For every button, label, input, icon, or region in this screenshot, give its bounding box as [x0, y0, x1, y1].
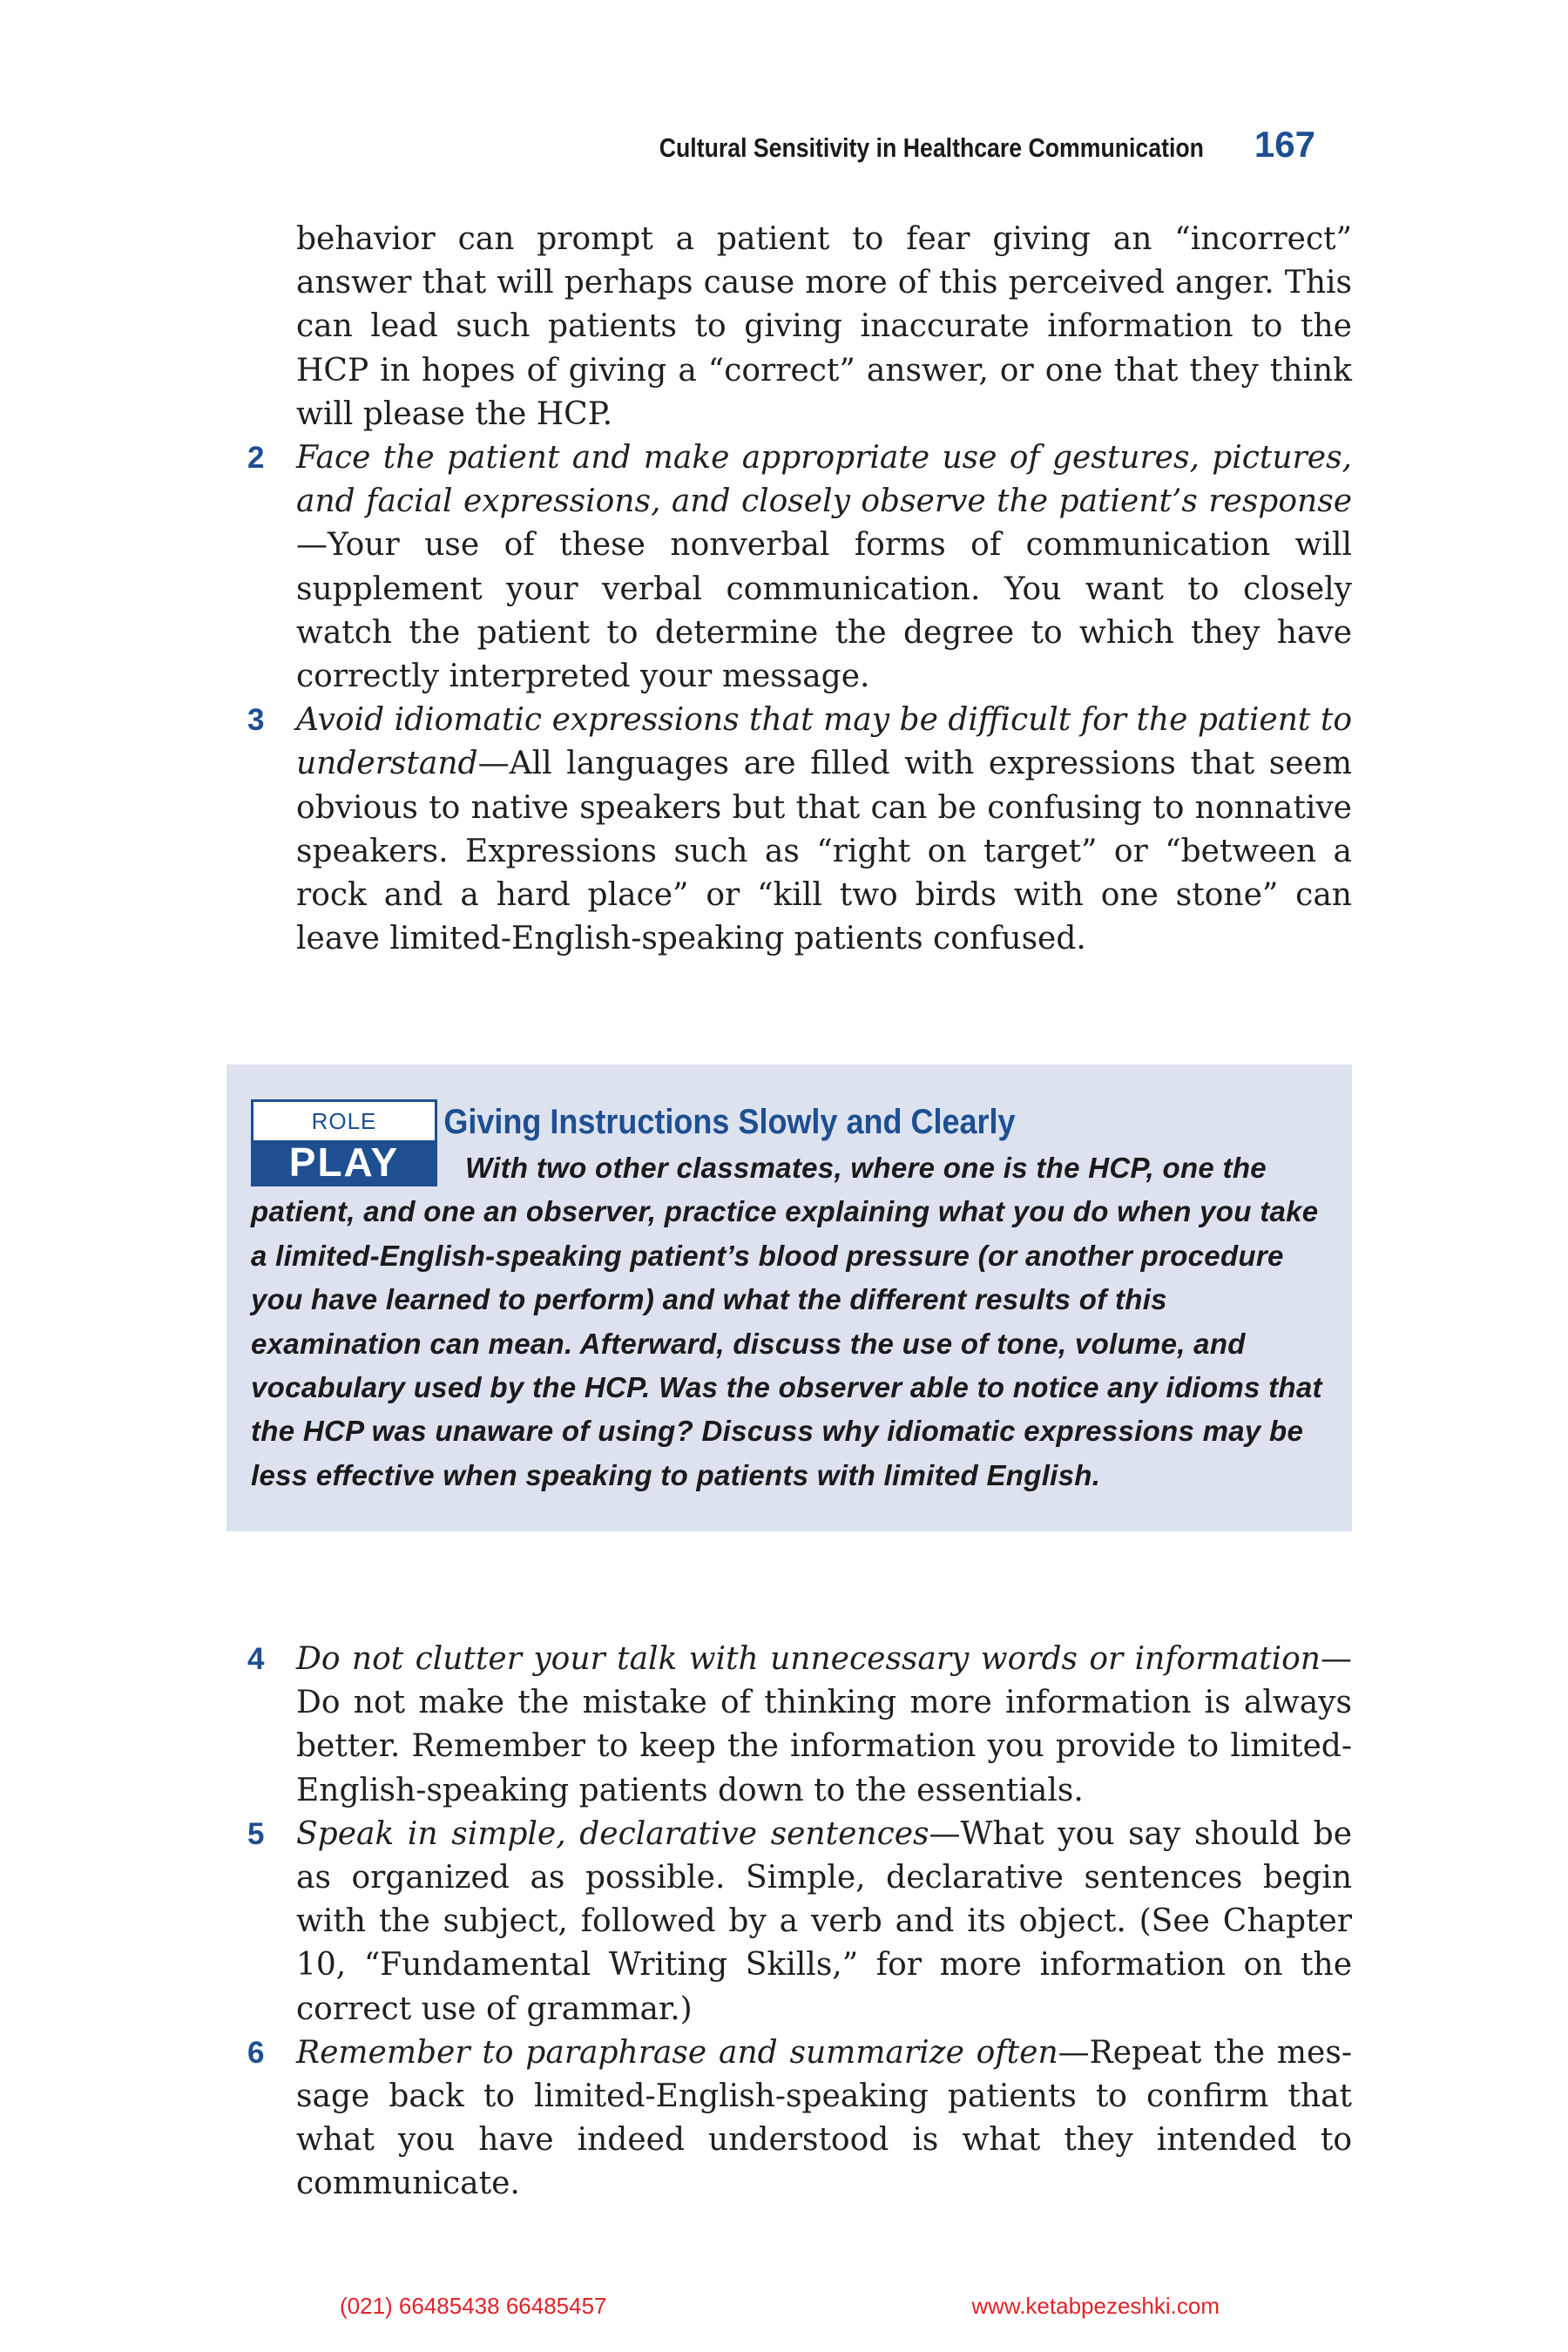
- running-title: Cultural Sensitivity in Healthcare Communication: [659, 132, 1204, 163]
- list-item-lead: Do not clutter your talk with unnecessary words or information: [296, 1641, 1321, 1677]
- list-number: 3: [247, 703, 265, 738]
- page-number: 167: [1254, 124, 1315, 165]
- list-item-body: —All languages are filled with expressions that seem obvious to native speakers but that can be confusing to nonnative speakers. Expressions such as “right on target” or “between a rock and a hard place” or “kill two birds with one stone” can leave limited-English-speaking patients confused.: [296, 746, 1352, 957]
- list-item-lead: Remember to paraphrase and summarize often: [296, 2034, 1058, 2071]
- continuation-paragraph: behavior can prompt a patient to fear giving an “incorrect” answer that will perhaps cause more of this perceived anger. This can lead such patients to giving inaccurate information to the HCP in hopes of giving a “correct” answer, or one that they think will please the HCP.: [296, 221, 1352, 432]
- list-item-5: [247, 1813, 1353, 2031]
- list-item-4: [247, 1638, 1352, 1813]
- role-play-box: [226, 1064, 1352, 1531]
- numbered-list-bottom: [247, 1638, 1353, 2207]
- list-item-lead: Avoid idiomatic expressions that may be difficult for the patient to understand: [296, 702, 1352, 782]
- badge-play-label: PLAY: [253, 1140, 435, 1184]
- list-item-lead: Face the patient and make appropriate use of gestures, pictures, and facial expressions, and closely observe the patient’s response: [296, 440, 1352, 520]
- list-item-3: [247, 699, 1352, 961]
- role-play-title: Giving Instructions Slowly and Clearly: [443, 1103, 1016, 1141]
- badge-role-label: ROLE: [311, 1108, 377, 1134]
- list-item-6: [247, 2031, 1352, 2207]
- list-number: 6: [247, 2035, 265, 2070]
- running-header: [0, 124, 1315, 172]
- list-item-lead: Speak in simple, declarative sentences: [296, 1815, 929, 1852]
- list-item-body: —Your use of these nonverbal forms of communication will supplement your verbal communication. You want to closely watch the patient to determine the degree to which they have correctly interpreted your message.: [296, 527, 1352, 695]
- list-number: 5: [247, 1816, 265, 1851]
- footer-phone: (021) 66485438 66485457: [340, 2293, 607, 2319]
- list-number: 4: [247, 1642, 265, 1676]
- list-item-body: —What you say should be as organized as possible. Simple, declarative sentences begin with the subject, followed by a verb and its object. (See Chapter 10, “Fundamental Writing Skills,” for more information on the correct use of grammar.): [296, 1815, 1353, 2027]
- top-text-block: [247, 218, 1352, 961]
- numbered-list-top: [247, 436, 1352, 961]
- role-play-text: With two other classmates, where one is the HCP, one the patient, and one an observer, practice explaining what you do when you take a limited-English-speaking patient’s blood pressure (or another procedure you have learned to perform) and what the different results of this examination can mean. Afterward, discuss the use of tone, volume, and vocabulary used by the HCP. Was the observer able to notice any idioms that the HCP was unaware of using? Discuss why idiomatic expressions may be less effective when speaking to patients with limited English.: [251, 1152, 1322, 1491]
- list-item-2: [247, 436, 1352, 699]
- list-item-body: —Do not make the mistake of thinking more information is always better. Remember to keep the information you provide to limited-English-speaking patients down to the essentials.: [296, 1641, 1352, 1808]
- footer-website-link[interactable]: www.ketabpezeshki.com: [971, 2293, 1220, 2319]
- list-item-body: —Repeat the message back to limited-English-speaking patients to confirm that what you have indeed understood is what they intended to communicate.: [296, 2034, 1352, 2202]
- list-number: 2: [247, 441, 265, 476]
- bottom-text-block: [247, 1638, 1353, 2207]
